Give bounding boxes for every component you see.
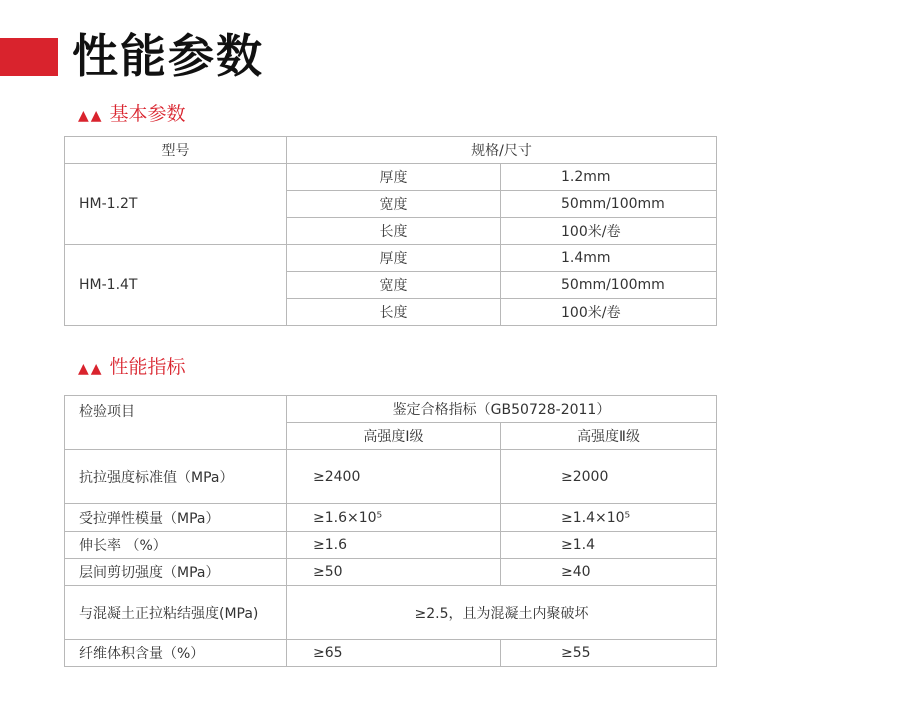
- item-cell: 与混凝土正拉粘结强度(MPa): [65, 586, 287, 640]
- header-spec: 规格/尺寸: [287, 137, 717, 164]
- grade2-cell: ≥1.4: [501, 532, 717, 559]
- table-row: [65, 640, 717, 667]
- item-cell: 纤维体积含量（%）: [65, 640, 287, 667]
- section-heading-performance: [78, 355, 186, 381]
- grade2-cell: ≥40: [501, 559, 717, 586]
- table-row: [65, 559, 717, 586]
- spec-value: 100米/卷: [501, 218, 717, 245]
- item-cell: 伸长率 （%）: [65, 532, 287, 559]
- table-row: [65, 245, 717, 272]
- item-cell: 层间剪切强度（MPa）: [65, 559, 287, 586]
- merged-value-cell: ≥2.5，且为混凝土内聚破坏: [287, 586, 717, 640]
- model-cell: HM-1.4T: [65, 245, 287, 326]
- table-header-row: [65, 137, 717, 164]
- title-accent-bar: [0, 38, 58, 76]
- table-row: [65, 164, 717, 191]
- performance-table: [64, 395, 717, 667]
- item-cell: 受拉弹性模量（MPa）: [65, 504, 287, 532]
- grade1-cell: ≥65: [287, 640, 501, 667]
- header-item: 检验项目: [65, 396, 287, 450]
- table-row: [65, 450, 717, 504]
- spec-name: 长度: [287, 218, 501, 245]
- spec-name: 宽度: [287, 272, 501, 299]
- grade1-cell: ≥50: [287, 559, 501, 586]
- header-standard: 鉴定合格指标（GB50728-2011）: [287, 396, 717, 423]
- section-title: 基本参数: [109, 103, 186, 125]
- grade1-cell: ≥1.6: [287, 532, 501, 559]
- spec-name: 厚度: [287, 164, 501, 191]
- triangle-icon: ▲▲: [78, 108, 104, 124]
- header-grade1: 高强度Ⅰ级: [287, 423, 501, 450]
- basic-params-table: [64, 136, 717, 326]
- spec-name: 宽度: [287, 191, 501, 218]
- spec-value: 100米/卷: [501, 299, 717, 326]
- model-cell: HM-1.2T: [65, 164, 287, 245]
- section-title: 性能指标: [109, 356, 186, 378]
- grade2-cell: ≥1.4×10⁵: [501, 504, 717, 532]
- spec-value: 50mm/100mm: [501, 272, 717, 299]
- table-row: [65, 504, 717, 532]
- spec-name: 厚度: [287, 245, 501, 272]
- grade2-cell: ≥2000: [501, 450, 717, 504]
- table-row: [65, 586, 717, 640]
- header-grade2: 高强度Ⅱ级: [501, 423, 717, 450]
- table-header-row: [65, 396, 717, 423]
- section-heading-basic: [78, 102, 186, 128]
- item-cell: 抗拉强度标准值（MPa）: [65, 450, 287, 504]
- triangle-icon: ▲▲: [78, 361, 104, 377]
- spec-value: 50mm/100mm: [501, 191, 717, 218]
- page-title: 性能参数: [72, 29, 264, 83]
- table-row: [65, 532, 717, 559]
- spec-name: 长度: [287, 299, 501, 326]
- header-model: 型号: [65, 137, 287, 164]
- spec-value: 1.2mm: [501, 164, 717, 191]
- grade2-cell: ≥55: [501, 640, 717, 667]
- grade1-cell: ≥1.6×10⁵: [287, 504, 501, 532]
- grade1-cell: ≥2400: [287, 450, 501, 504]
- spec-value: 1.4mm: [501, 245, 717, 272]
